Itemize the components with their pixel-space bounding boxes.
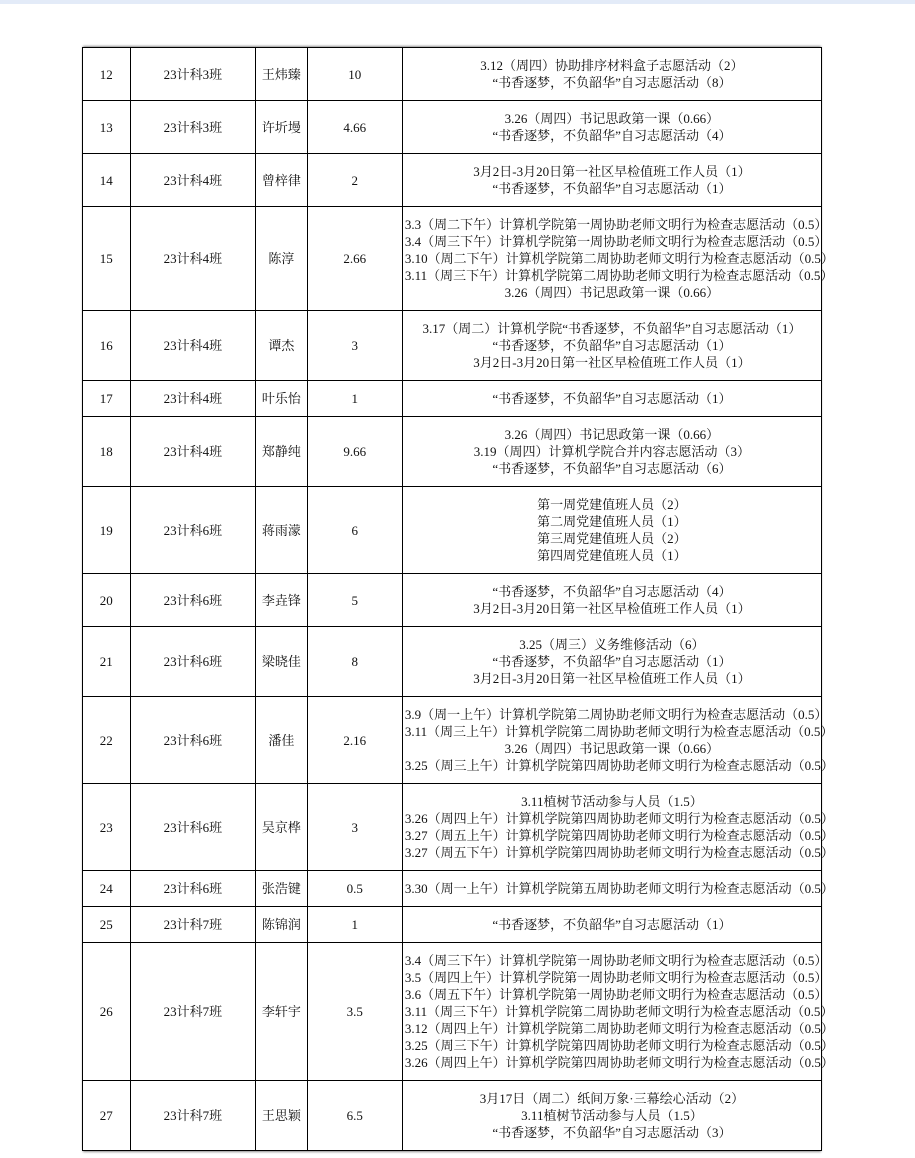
activity-line: 3.25（周三下午）计算机学院第四周协助老师文明行为检查志愿活动（0.5） bbox=[404, 1038, 834, 1053]
activity-line: 3月2日-3月20日第一社区早检值班工作人员（1） bbox=[473, 355, 751, 370]
activities-cell bbox=[402, 207, 834, 311]
hours-cell: 3.5 bbox=[307, 943, 402, 1081]
activities-cell bbox=[402, 48, 821, 101]
activities-cell bbox=[402, 381, 821, 417]
activity-line: 3.12（周四）协助排序材料盒子志愿活动（2） bbox=[480, 58, 744, 73]
activity-line: 3.4（周三下午）计算机学院第一周协助老师文明行为检查志愿活动（0.5） bbox=[404, 953, 828, 968]
name-cell: 潘佳 bbox=[256, 697, 308, 784]
name-cell: 郑静纯 bbox=[256, 417, 308, 487]
activity-line: 3.25（周三上午）计算机学院第四周协助老师文明行为检查志愿活动（0.5） bbox=[404, 758, 834, 773]
activity-line: 3.26（周四）书记思政第一课（0.66） bbox=[504, 741, 720, 756]
records-table-body bbox=[83, 48, 834, 1151]
class-cell: 23计科6班 bbox=[130, 574, 256, 627]
class-cell: 23计科4班 bbox=[130, 381, 256, 417]
activity-line: 3.26（周四）书记思政第一课（0.66） bbox=[504, 285, 720, 300]
table-row bbox=[83, 154, 822, 207]
activity-line: 3.12（周四上午）计算机学院第二周协助老师文明行为检查志愿活动（0.5） bbox=[404, 1021, 834, 1036]
class-cell: 23计科6班 bbox=[130, 697, 256, 784]
row-number-cell: 16 bbox=[83, 311, 131, 381]
row-number-cell: 13 bbox=[83, 101, 131, 154]
class-cell: 23计科3班 bbox=[130, 101, 256, 154]
name-cell: 梁晓佳 bbox=[256, 627, 308, 697]
activities-cell bbox=[402, 907, 821, 943]
name-cell: 李轩宇 bbox=[256, 943, 308, 1081]
class-cell: 23计科7班 bbox=[130, 907, 256, 943]
name-cell: 许圻墁 bbox=[256, 101, 308, 154]
activity-line: 第三周党建值班人员（2） bbox=[537, 531, 687, 546]
activity-line: “书香逐梦，不负韶华”自习志愿活动（6） bbox=[492, 461, 732, 476]
activity-line: 3.3（周二下午）计算机学院第一周协助老师文明行为检查志愿活动（0.5） bbox=[404, 217, 828, 232]
table-row bbox=[83, 1081, 822, 1151]
row-number-cell: 17 bbox=[83, 381, 131, 417]
activity-line: 3月2日-3月20日第一社区早检值班工作人员（1） bbox=[473, 164, 751, 179]
table-row bbox=[83, 487, 822, 574]
activity-line: “书香逐梦，不负韶华”自习志愿活动（1） bbox=[492, 181, 732, 196]
activity-line: 3.26（周四上午）计算机学院第四周协助老师文明行为检查志愿活动（0.5） bbox=[404, 1055, 834, 1070]
activity-line: “书香逐梦，不负韶华”自习志愿活动（3） bbox=[492, 1125, 732, 1140]
activity-line: “书香逐梦，不负韶华”自习志愿活动（1） bbox=[492, 391, 732, 406]
class-cell: 23计科4班 bbox=[130, 311, 256, 381]
class-cell: 23计科4班 bbox=[130, 417, 256, 487]
row-number-cell: 19 bbox=[83, 487, 131, 574]
activity-line: “书香逐梦，不负韶华”自习志愿活动（1） bbox=[492, 917, 732, 932]
hours-cell: 5 bbox=[307, 574, 402, 627]
activities-cell bbox=[402, 311, 821, 381]
class-cell: 23计科3班 bbox=[130, 48, 256, 101]
table-row bbox=[83, 784, 822, 871]
activity-line: 3.25（周三）义务维修活动（6） bbox=[519, 637, 705, 652]
name-cell: 张浩键 bbox=[256, 871, 308, 907]
activity-line: 3.11（周三下午）计算机学院第二周协助老师文明行为检查志愿活动（0.5） bbox=[404, 268, 834, 283]
activity-line: “书香逐梦，不负韶华”自习志愿活动（4） bbox=[492, 584, 732, 599]
hours-cell: 3 bbox=[307, 784, 402, 871]
row-number-cell: 26 bbox=[83, 943, 131, 1081]
activity-line: 3月2日-3月20日第一社区早检值班工作人员（1） bbox=[473, 671, 751, 686]
activity-line: 3.26（周四）书记思政第一课（0.66） bbox=[504, 111, 720, 126]
row-number-cell: 21 bbox=[83, 627, 131, 697]
name-cell: 谭杰 bbox=[256, 311, 308, 381]
class-cell: 23计科7班 bbox=[130, 943, 256, 1081]
volunteer-records-table bbox=[82, 47, 834, 1151]
activity-line: 3.11（周三上午）计算机学院第二周协助老师文明行为检查志愿活动（0.5） bbox=[404, 724, 834, 739]
hours-cell: 4.66 bbox=[307, 101, 402, 154]
activities-cell bbox=[402, 417, 821, 487]
row-number-cell: 27 bbox=[83, 1081, 131, 1151]
activity-line: 3.5（周四上午）计算机学院第一周协助老师文明行为检查志愿活动（0.5） bbox=[404, 970, 828, 985]
table-row bbox=[83, 943, 822, 1081]
name-cell: 叶乐怡 bbox=[256, 381, 308, 417]
activities-cell bbox=[402, 697, 834, 784]
activity-line: 3.9（周一上午）计算机学院第二周协助老师文明行为检查志愿活动（0.5） bbox=[404, 707, 828, 722]
activity-line: 3.27（周五上午）计算机学院第四周协助老师文明行为检查志愿活动（0.5） bbox=[404, 828, 834, 843]
activity-line: 3.30（周一上午）计算机学院第五周协助老师文明行为检查志愿活动（0.5） bbox=[404, 881, 834, 896]
activity-line: 3.6（周五下午）计算机学院第一周协助老师文明行为检查志愿活动（0.5） bbox=[404, 987, 828, 1002]
hours-cell: 2.16 bbox=[307, 697, 402, 784]
hours-cell: 6.5 bbox=[307, 1081, 402, 1151]
activity-line: 3.27（周五下午）计算机学院第四周协助老师文明行为检查志愿活动（0.5） bbox=[404, 845, 834, 860]
activity-line: 3月17日（周二）纸间万象·三幕绘心活动（2） bbox=[479, 1091, 745, 1106]
activity-line: 3.26（周四上午）计算机学院第四周协助老师文明行为检查志愿活动（0.5） bbox=[404, 811, 834, 826]
row-number-cell: 23 bbox=[83, 784, 131, 871]
hours-cell: 10 bbox=[307, 48, 402, 101]
table-row bbox=[83, 627, 822, 697]
activity-line: 3.11植树节活动参与人员（1.5） bbox=[521, 1108, 703, 1123]
activity-line: 3.19（周四）计算机学院合并内容志愿活动（3） bbox=[473, 444, 751, 459]
activities-cell bbox=[402, 487, 821, 574]
name-cell: 曾梓律 bbox=[256, 154, 308, 207]
class-cell: 23计科4班 bbox=[130, 154, 256, 207]
class-cell: 23计科6班 bbox=[130, 487, 256, 574]
row-number-cell: 14 bbox=[83, 154, 131, 207]
name-cell: 李垚锋 bbox=[256, 574, 308, 627]
activity-line: “书香逐梦，不负韶华”自习志愿活动（4） bbox=[492, 128, 732, 143]
hours-cell: 2 bbox=[307, 154, 402, 207]
activity-line: 3月2日-3月20日第一社区早检值班工作人员（1） bbox=[473, 601, 751, 616]
row-number-cell: 20 bbox=[83, 574, 131, 627]
activities-cell bbox=[402, 1081, 821, 1151]
hours-cell: 8 bbox=[307, 627, 402, 697]
table-row bbox=[83, 907, 822, 943]
activity-line: “书香逐梦，不负韶华”自习志愿活动（1） bbox=[492, 338, 732, 353]
hours-cell: 6 bbox=[307, 487, 402, 574]
hours-cell: 0.5 bbox=[307, 871, 402, 907]
table-row bbox=[83, 697, 822, 784]
activities-cell bbox=[402, 574, 821, 627]
row-number-cell: 22 bbox=[83, 697, 131, 784]
table-row bbox=[83, 381, 822, 417]
table-row bbox=[83, 871, 822, 907]
class-cell: 23计科6班 bbox=[130, 871, 256, 907]
activity-line: 3.26（周四）书记思政第一课（0.66） bbox=[504, 427, 720, 442]
row-number-cell: 15 bbox=[83, 207, 131, 311]
activity-line: 3.17（周二）计算机学院“书香逐梦，不负韶华”自习志愿活动（1） bbox=[422, 321, 802, 336]
row-number-cell: 25 bbox=[83, 907, 131, 943]
table-row bbox=[83, 207, 822, 311]
name-cell: 王思颖 bbox=[256, 1081, 308, 1151]
table-row bbox=[83, 574, 822, 627]
window-top-edge bbox=[0, 0, 915, 4]
activities-cell bbox=[402, 154, 821, 207]
activities-cell bbox=[402, 871, 834, 907]
activities-cell bbox=[402, 943, 834, 1081]
name-cell: 陈锦润 bbox=[256, 907, 308, 943]
hours-cell: 1 bbox=[307, 907, 402, 943]
row-number-cell: 18 bbox=[83, 417, 131, 487]
activity-line: 3.10（周二下午）计算机学院第二周协助老师文明行为检查志愿活动（0.5） bbox=[404, 251, 834, 266]
row-number-cell: 12 bbox=[83, 48, 131, 101]
name-cell: 蒋雨濛 bbox=[256, 487, 308, 574]
class-cell: 23计科4班 bbox=[130, 207, 256, 311]
hours-cell: 3 bbox=[307, 311, 402, 381]
row-number-cell: 24 bbox=[83, 871, 131, 907]
activity-line: 第四周党建值班人员（1） bbox=[537, 548, 687, 563]
table-row bbox=[83, 101, 822, 154]
table-row bbox=[83, 417, 822, 487]
activity-line: 第二周党建值班人员（1） bbox=[537, 514, 687, 529]
class-cell: 23计科6班 bbox=[130, 784, 256, 871]
class-cell: 23计科6班 bbox=[130, 627, 256, 697]
activity-line: 3.11植树节活动参与人员（1.5） bbox=[521, 794, 703, 809]
activities-cell bbox=[402, 627, 821, 697]
hours-cell: 1 bbox=[307, 381, 402, 417]
table-row bbox=[83, 48, 822, 101]
activities-cell bbox=[402, 101, 821, 154]
class-cell: 23计科7班 bbox=[130, 1081, 256, 1151]
activity-line: “书香逐梦，不负韶华”自习志愿活动（8） bbox=[492, 75, 732, 90]
activity-line: “书香逐梦，不负韶华”自习志愿活动（1） bbox=[492, 654, 732, 669]
hours-cell: 9.66 bbox=[307, 417, 402, 487]
name-cell: 王炜臻 bbox=[256, 48, 308, 101]
activity-line: 3.11（周三下午）计算机学院第二周协助老师文明行为检查志愿活动（0.5） bbox=[404, 1004, 834, 1019]
activities-cell bbox=[402, 784, 834, 871]
name-cell: 吴京桦 bbox=[256, 784, 308, 871]
hours-cell: 2.66 bbox=[307, 207, 402, 311]
activity-line: 3.4（周三下午）计算机学院第一周协助老师文明行为检查志愿活动（0.5） bbox=[404, 234, 828, 249]
table-row bbox=[83, 311, 822, 381]
activity-line: 第一周党建值班人员（2） bbox=[537, 497, 687, 512]
name-cell: 陈淳 bbox=[256, 207, 308, 311]
